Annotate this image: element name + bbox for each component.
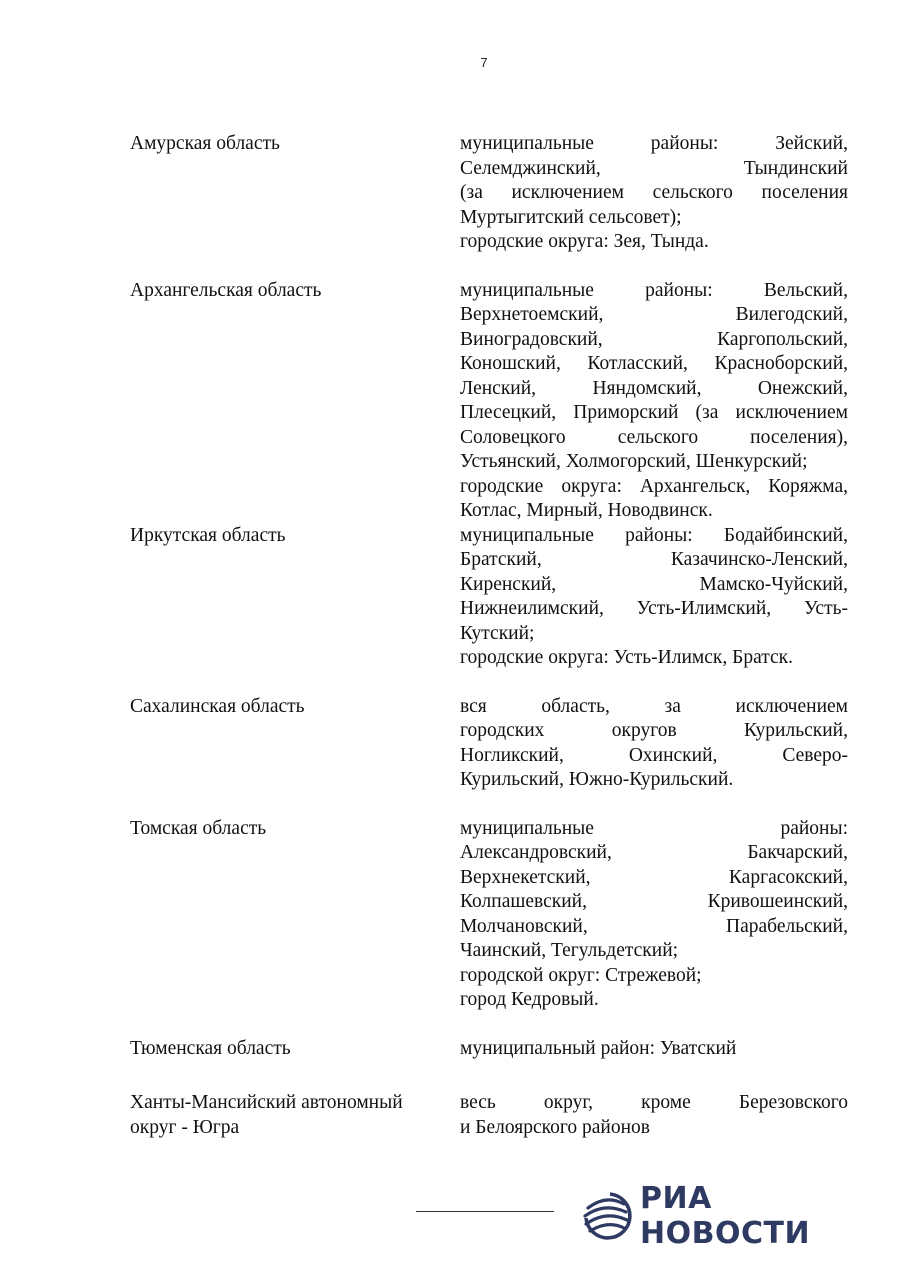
area-line: Селемджинский, Тындинский bbox=[460, 157, 848, 179]
region-name bbox=[130, 1091, 460, 1140]
area-line: Кутский; bbox=[460, 622, 535, 644]
region-name bbox=[130, 279, 460, 304]
area-line: Котлас, Мирный, Новодвинск. bbox=[460, 500, 713, 521]
area-line: Курильский, Южно-Курильский. bbox=[460, 769, 734, 790]
area-line: Соловецкого сельского поселения), bbox=[460, 426, 848, 448]
area-line: Муртыгитский сельсовет); bbox=[460, 206, 682, 228]
region-row bbox=[130, 524, 848, 671]
area-line: и Белоярского районов bbox=[460, 1116, 651, 1138]
region-name-line: Иркутская область bbox=[130, 524, 286, 546]
area-line: муниципальные районы: Вельский, bbox=[460, 279, 848, 301]
area-line: Верхнекетский, Каргасокский, bbox=[460, 866, 848, 888]
region-areas bbox=[460, 817, 848, 1013]
area-line: Братский, Казачинско-Ленский, bbox=[460, 549, 848, 570]
region-name-line: Томская область bbox=[130, 817, 267, 839]
region-name bbox=[130, 524, 460, 549]
region-name bbox=[130, 1037, 460, 1062]
area-line: Ленский, Няндомский, Онежский, bbox=[460, 377, 848, 399]
area-line: Колпашевский, Кривошеинский, bbox=[460, 891, 848, 912]
region-name bbox=[130, 132, 460, 157]
region-areas bbox=[460, 279, 848, 524]
region-name bbox=[130, 817, 460, 842]
area-line: городские округа: Усть-Илимск, Братск. bbox=[460, 647, 793, 668]
region-areas bbox=[460, 1037, 848, 1062]
region-row bbox=[130, 1091, 848, 1140]
area-line: Александровский, Бакчарский, bbox=[460, 842, 848, 863]
globe-icon bbox=[580, 1188, 632, 1245]
region-name-line: Тюменская область bbox=[130, 1037, 291, 1059]
region-areas bbox=[460, 695, 848, 793]
ria-novosti-logo bbox=[580, 1181, 870, 1251]
region-areas bbox=[460, 1091, 848, 1140]
area-line: муниципальный район: Уватский bbox=[460, 1037, 737, 1059]
area-line: Киренский, Мамско-Чуйский, bbox=[460, 573, 848, 595]
area-line: Нижнеилимский, Усть-Илимский, Усть- bbox=[460, 598, 848, 619]
area-line: Виноградовский, Каргопольский, bbox=[460, 328, 848, 350]
area-line: город Кедровый. bbox=[460, 989, 599, 1010]
area-line: Молчановский, Парабельский, bbox=[460, 915, 848, 937]
area-line: вся область, за исключением bbox=[460, 695, 848, 717]
footer-divider bbox=[416, 1211, 554, 1212]
area-line: Чаинский, Тегульдетский; bbox=[460, 940, 679, 961]
region-row bbox=[130, 279, 848, 524]
area-line: муниципальные районы: Бодайбинский, bbox=[460, 524, 848, 546]
area-line: городской округ: Стрежевой; bbox=[460, 964, 702, 986]
regions-table bbox=[130, 132, 848, 1140]
region-name-line: Сахалинская область bbox=[130, 695, 305, 717]
area-line: весь округ, кроме Березовского bbox=[460, 1092, 848, 1113]
area-line: (за исключением сельского поселения bbox=[460, 182, 848, 203]
region-areas bbox=[460, 132, 848, 255]
region-name-line: Архангельская область bbox=[130, 279, 322, 301]
region-row bbox=[130, 695, 848, 793]
area-line: Плесецкий, Приморский (за исключением bbox=[460, 402, 848, 423]
region-name-line: Ханты-Мансийский автономный bbox=[130, 1092, 403, 1113]
area-line: городские округа: Зея, Тында. bbox=[460, 231, 709, 252]
region-name-line: округ - Югра bbox=[130, 1116, 240, 1138]
page-number: 7 bbox=[480, 55, 488, 70]
area-line: городских округов Курильский, bbox=[460, 720, 848, 741]
logo-text: РИА НОВОСТИ bbox=[640, 1181, 811, 1251]
area-line: Ногликский, Охинский, Северо- bbox=[460, 744, 848, 766]
area-line: муниципальные районы: Зейский, bbox=[460, 133, 848, 154]
region-row bbox=[130, 1037, 848, 1062]
area-line: Устьянский, Холмогорский, Шенкурский; bbox=[460, 451, 808, 472]
region-name bbox=[130, 695, 460, 720]
region-row bbox=[130, 817, 848, 1013]
area-line: городские округа: Архангельск, Коряжма, bbox=[460, 475, 848, 497]
area-line: муниципальные районы: bbox=[460, 817, 848, 839]
area-line: Верхнетоемский, Вилегодский, bbox=[460, 304, 848, 325]
region-row bbox=[130, 132, 848, 255]
region-areas bbox=[460, 524, 848, 671]
area-line: Коношский, Котласский, Красноборский, bbox=[460, 353, 848, 374]
region-name-line: Амурская область bbox=[130, 133, 280, 154]
